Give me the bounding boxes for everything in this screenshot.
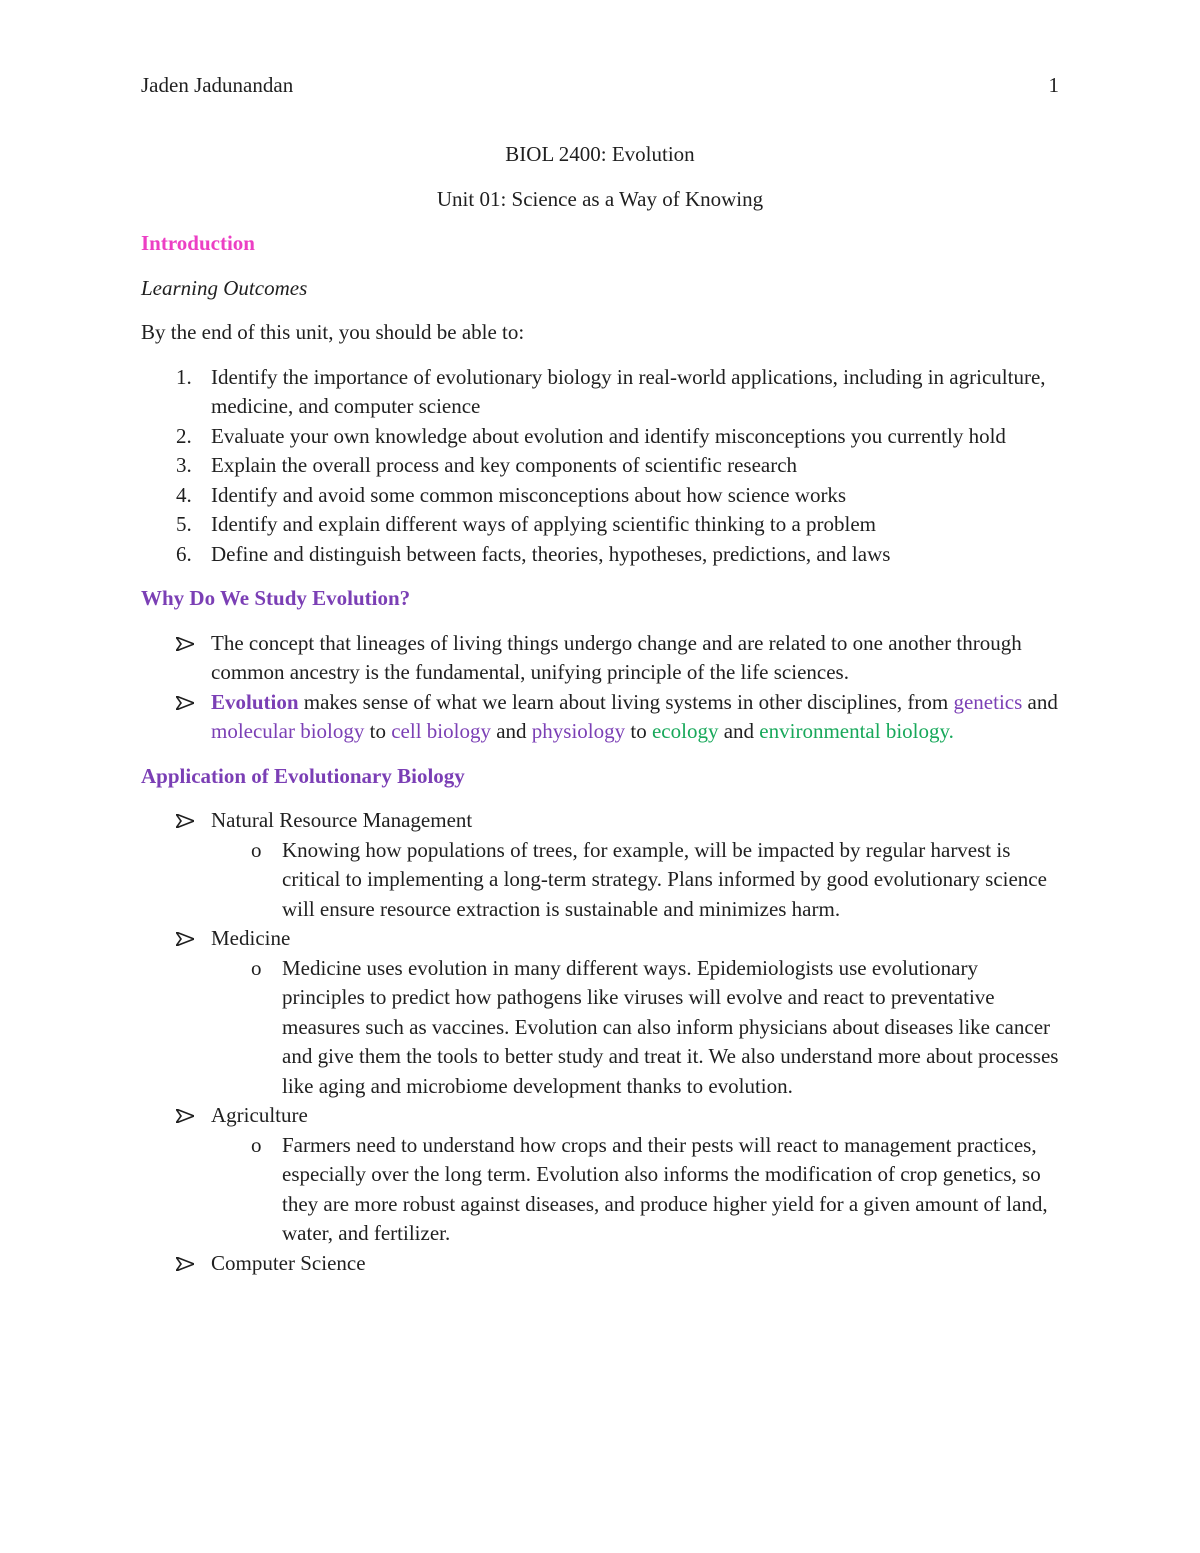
sub-list-item [211, 836, 1059, 925]
list-number: 6. [176, 541, 192, 566]
unit-title: Unit 01: Science as a Way of Knowing [436, 186, 764, 211]
term-cell-biology: cell biology [391, 719, 491, 743]
term-ecology: ecology [651, 719, 719, 743]
introduction-heading: Introduction [141, 231, 255, 255]
list-item-label: Agriculture [211, 1103, 308, 1127]
why-study-list [141, 629, 1059, 747]
text-run: and [1022, 689, 1058, 714]
term-molecular-biology: molecular biology [211, 719, 365, 743]
page-header [141, 70, 1059, 100]
list-item-label: Medicine [211, 926, 291, 950]
list-item [141, 629, 1059, 688]
sub-list-item [211, 1131, 1059, 1249]
sub-list [211, 954, 1059, 1102]
circle-bullet-icon: o [251, 1132, 262, 1157]
list-number: 1. [176, 364, 192, 389]
list-item-text: The concept that lineages of living things undergo change and are related to one another through common ancestry is the fundamental, unifying principle of the life sciences. [211, 630, 1022, 684]
text-run: and [718, 719, 760, 743]
list-number: 5. [176, 512, 192, 536]
arrowhead-bullet-icon [176, 932, 194, 946]
sub-list-item-text: Knowing how populations of trees, for example, will be impacted by regular harvest is critical to implementing a long-term strategy. Plans informed by good evolutionary science will ensure resource extraction is sustainable and minimizes harm. [282, 837, 1047, 921]
term-environmental-biology: environmental biology. [759, 719, 954, 743]
list-item [141, 688, 1059, 747]
text-run: to [364, 719, 392, 743]
list-number: 3. [176, 453, 192, 477]
arrowhead-bullet-icon [176, 637, 194, 651]
learning-outcomes-heading: Learning Outcomes [141, 275, 308, 300]
learning-outcomes-list [141, 363, 1059, 570]
list-item [141, 924, 1059, 1101]
list-item [141, 806, 1059, 924]
list-item [141, 540, 1059, 570]
document-body [141, 140, 1059, 1293]
list-item [141, 1101, 1059, 1249]
arrowhead-bullet-icon [176, 696, 194, 710]
course-title: BIOL 2400: Evolution [505, 142, 695, 166]
list-number: 4. [176, 482, 192, 507]
list-item [141, 481, 1059, 511]
text-run: to [625, 719, 652, 743]
header-author: Jaden Jadunandan [141, 73, 294, 97]
sub-list [211, 1131, 1059, 1249]
list-item-label: Natural Resource Management [211, 808, 473, 832]
list-item [141, 1249, 1059, 1279]
arrowhead-bullet-icon [176, 1257, 194, 1271]
circle-bullet-icon: o [251, 837, 262, 862]
sub-list-item-text: Medicine uses evolution in many different ways. Epidemiologists use evolutionary principles to predict how pathogens like viruses will evolve and react to preventative measures such as vaccines. Evolution can also inform physicians about diseases like cancer and give them the tools to better study and treat it. We also understand more about processes like aging and microbiome development thanks to evolution. [282, 955, 1059, 1098]
term-physiology: physiology [531, 719, 626, 743]
list-item [141, 510, 1059, 540]
applications-heading: Application of Evolutionary Biology [141, 763, 465, 788]
list-item [141, 363, 1059, 422]
arrowhead-bullet-icon [176, 1109, 194, 1123]
list-item-text: Identify and explain different ways of applying scientific thinking to a problem [211, 512, 877, 536]
applications-list [141, 806, 1059, 1278]
why-study-heading: Why Do We Study Evolution? [141, 586, 411, 610]
list-item [141, 422, 1059, 452]
outcomes-lead: By the end of this unit, you should be able to: [141, 320, 525, 344]
list-number: 2. [176, 423, 192, 448]
term-genetics: genetics [953, 689, 1023, 714]
sub-list-item [211, 954, 1059, 1102]
list-item-text: Evaluate your own knowledge about evolution and identify misconceptions you currently hold [211, 423, 1006, 448]
header-page-number: 1 [1048, 73, 1059, 97]
sub-list-item-text: Farmers need to understand how crops and their pests will react to management practices, especially over the long term. Evolution also informs the modification of crop genetics, so they are more robust against diseases, and produce higher yield for a given amount of land, water, and fertilizer. [282, 1132, 1048, 1245]
list-item-text: Define and distinguish between facts, theories, hypotheses, predictions, and laws [211, 541, 891, 566]
term-evolution: Evolution [211, 689, 299, 714]
circle-bullet-icon: o [251, 955, 262, 980]
text-run: and [490, 719, 532, 743]
text-run: makes sense of what we learn about living systems in other disciplines, from [298, 689, 954, 714]
arrowhead-bullet-icon [176, 814, 194, 828]
list-item [141, 451, 1059, 481]
list-item-text: Identify and avoid some common misconceptions about how science works [211, 482, 847, 507]
list-item-label: Computer Science [211, 1250, 366, 1275]
list-item-text: Identify the importance of evolutionary biology in real-world applications, including in agriculture, medicine, and computer science [211, 364, 1046, 418]
sub-list [211, 836, 1059, 925]
list-item-text: Explain the overall process and key components of scientific research [211, 453, 798, 477]
